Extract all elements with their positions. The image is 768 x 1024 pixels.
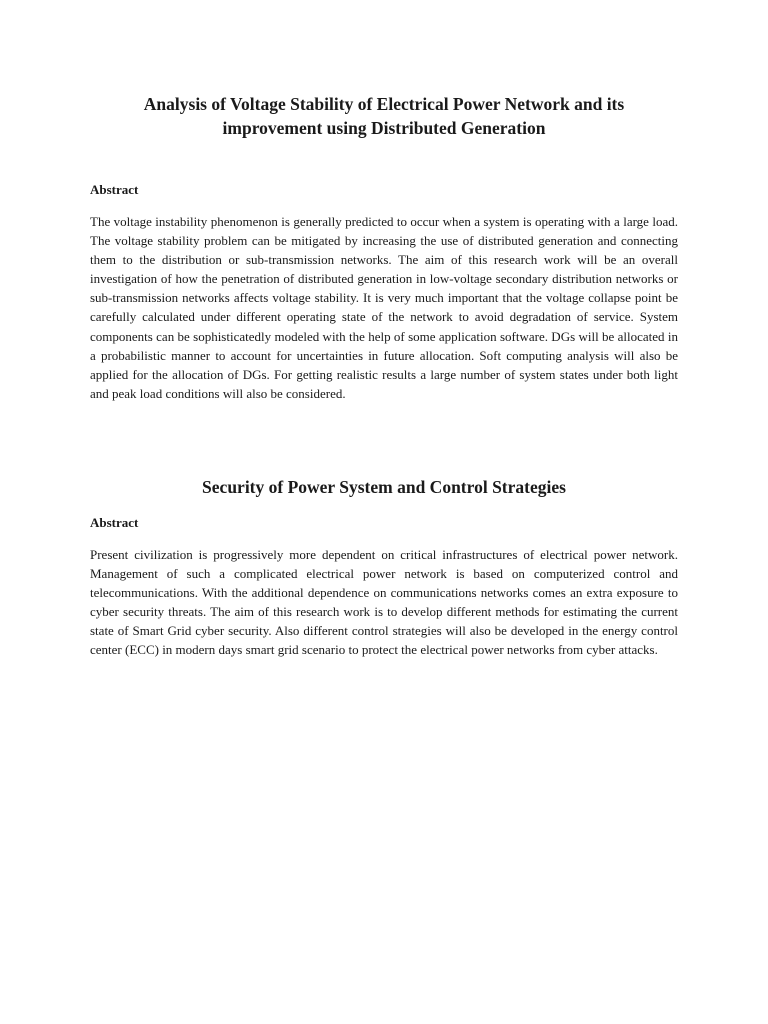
abstract-heading: Abstract — [90, 515, 139, 530]
section-title-line-1: Analysis of Voltage Stability of Electrical Power Network and its — [143, 94, 625, 114]
section-title: Security of Power System and Control Strategies — [202, 477, 566, 497]
section-title — [90, 92, 678, 140]
abstract-paragraph: The voltage instability phenomenon is generally predicted to occur when a system is operating with a large load. The voltage stability problem can be mitigated by increasing the use of distributed generation and connecting them to the distribution or sub-transmission networks. The aim of this research work will be an overall investigation of how the penetration of distributed generation in low-voltage secondary distribution networks or sub-transmission networks affects voltage stability. It is very much important that the voltage collapse point be carefully calculated under different operating state of the network to avoid degradation of service. System components can be sophisticatedly modeled with the help of some application software. DGs will be allocated in a probabilistic manner to account for uncertainties in future allocation. Soft computing analysis will also be applied for the allocation of DGs. For getting realistic results a large number of system states under both light and peak load conditions will also be considered. — [90, 214, 678, 401]
abstract-heading: Abstract — [90, 182, 139, 197]
section-power-system-security — [90, 475, 678, 660]
section-title-line-2: improvement using Distributed Generation — [222, 118, 546, 138]
section-voltage-stability — [90, 92, 678, 403]
abstract-paragraph: Present civilization is progressively more dependent on critical infrastructures of electrical power network. Management of such a complicated electrical power network is based on computerized control and telecommunications. With the additional dependence on communications networks comes an extra exposure to cyber security threats. The aim of this research work is to develop different methods for estimating the current state of Smart Grid cyber security. Also different control strategies will also be developed in the energy control center (ECC) in modern days smart grid scenario to protect the electrical power networks from cyber attacks. — [90, 547, 678, 658]
